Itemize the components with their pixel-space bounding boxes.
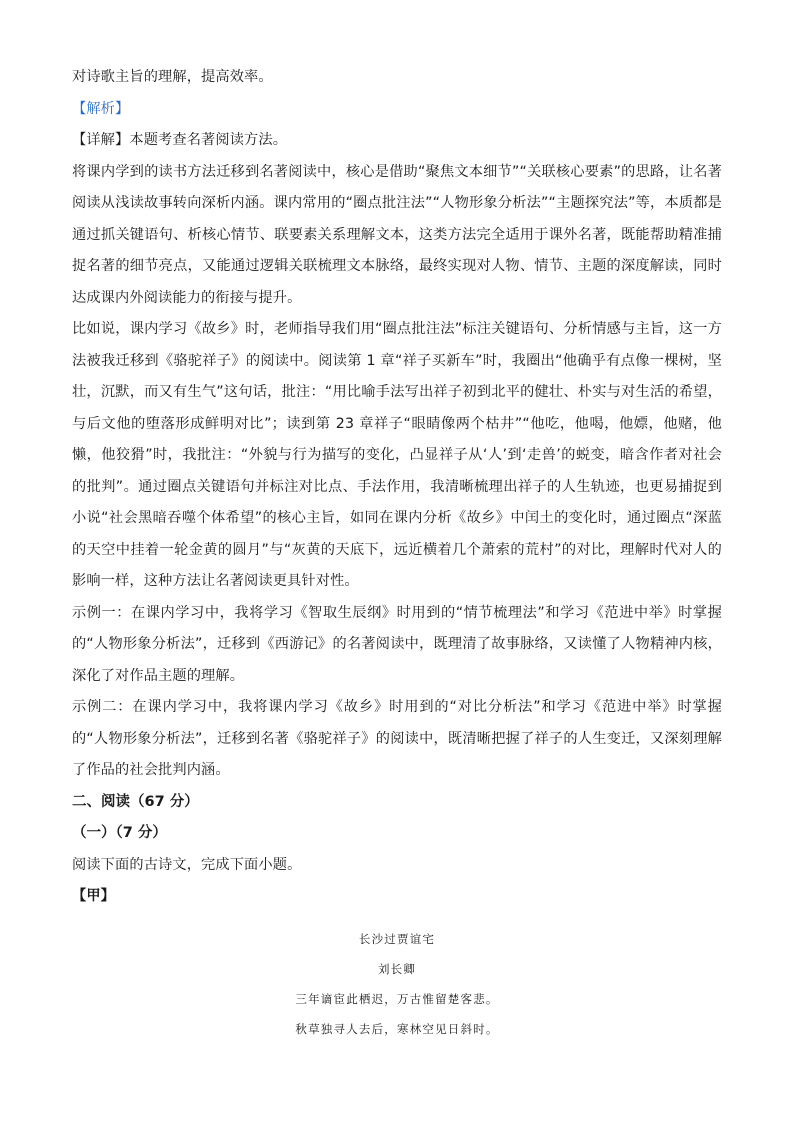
analysis-tag: 【解析】 <box>72 100 130 117</box>
paragraph-example-two: 示例二：在课内学习中，我将课内学习《故乡》时用到的“对比分析法”和学习《范进中举》时掌握的“人物形象分析法”，迁移到名著《骆驼祥子》的阅读中，既清晰把握了祥子的人生变迁，又深刻理解了作品的社会批判内涵。 <box>72 699 722 778</box>
intro-tail-text: 对诗歌主旨的理解，提高效率。 <box>72 69 273 85</box>
paragraph-example-xiangzi: 比如说，课内学习《故乡》时，老师指导我们用“圈点批注法”标注关键语句、分析情感与主旨，这一方法被我迁移到《骆驼祥子》的阅读中。阅读第 1 章“祥子买新车”时，我圈出“他确乎有点像一棵树，坚壮，沉默，而又有生气”这句话，批注：“用比喻手法写出祥子初到北平的健壮、朴实与对生活的希望，与后文他的堕落形成鲜明对比”；读到第 23 章祥子“眼睛像两个枯井”“他吃，他喝，他嫖，他赌，他懒，他狡猾”时，我批注：“外貌与行为描写的变化，凸显祥子从‘人’到‘走兽’的蜕变，暗含作者对社会的批判”。通过圈点关键语句并标注对比点、手法作用，我清晰梳理出祥子的人生轨迹，也更易捕捉到小说“社会黑暗吞噬个体希望”的核心主旨，如同在课内分析《故乡》中闰土的变化时，通过圈点“深蓝的天空中挂着一轮金黄的圆月”与“灰黄的天底下，远近横着几个萧索的荒村”的对比，理解时代对人的影响一样，这种方法让名著阅读更具针对性。 <box>72 321 722 589</box>
reading-instruction: 阅读下面的古诗文，完成下面小题。 <box>72 856 302 873</box>
poem-author: 刘长卿 <box>377 961 417 976</box>
paragraph-example-one: 示例一：在课内学习中，我将学习《智取生辰纲》时用到的“情节梳理法”和学习《范进中举》时掌握的“人物形象分析法”，迁移到《西游记》的名著阅读中，既理清了故事脉络，又读懂了人物精神内核，深化了对作品主题的理解。 <box>72 604 722 684</box>
poem-title: 长沙过贾谊宅 <box>358 931 436 946</box>
poem-line: 秋草独寻人去后，寒林空见日斜时。 <box>295 1021 499 1036</box>
document-page <box>72 62 722 1044</box>
jia-tag: 【甲】 <box>72 888 116 904</box>
poem-line: 三年谪宦此栖迟，万古惟留楚客悲。 <box>295 991 499 1006</box>
section-title: 二、阅读（67 分） <box>72 793 199 810</box>
detail-line: 【详解】本题考查名著阅读方法。 <box>72 132 288 148</box>
paragraph-method-migration: 将课内学到的读书方法迁移到名著阅读中，核心是借助“聚焦文本细节”“关联核心要素”的思路，让名著阅读从浅读故事转向深析内涵。课内常用的“圈点批注法”“人物形象分析法”“主题探究法”等，本质都是通过抓关键语句、析核心情节、联要素关系理解文本，这类方法完全适用于课外名著，既能帮助精准捕捉名著的细节亮点，又能通过逻辑关联梳理文本脉络，最终实现对人物、情节、主题的深度解读，同时达成课内外阅读能力的衔接与提升。 <box>72 163 722 306</box>
subsection-title: （一）（7 分） <box>72 825 167 841</box>
